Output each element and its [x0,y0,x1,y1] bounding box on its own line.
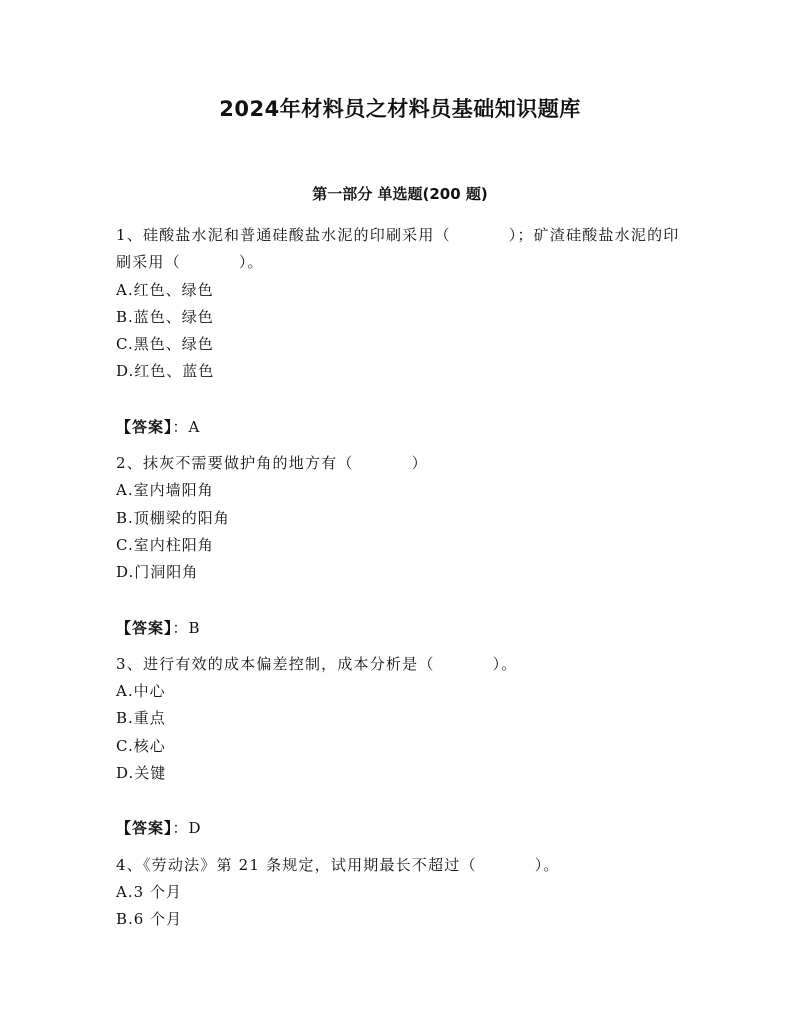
option-c: C.黑色、绿色 [116,335,214,354]
option-b: B.重点 [116,709,166,728]
question-1 [116,222,686,441]
option-c: C.核心 [116,736,166,755]
question-text: 2、抹灰不需要做护角的地方有（ ） [116,454,428,473]
option-a: A.室内墙阳角 [116,481,214,500]
question-number: 3、 [116,654,143,673]
answer-label: 【答案】 [116,618,173,637]
option-d: D.红色、蓝色 [116,362,215,381]
option-b: B.蓝色、绿色 [116,307,214,326]
question-2 [116,450,686,642]
question-number: 2、 [116,454,143,473]
option-d: D.关键 [116,764,167,783]
answer-value: B [188,618,201,637]
answer-line: 【答案】：A [116,417,201,436]
answer-line: 【答案】：D [116,819,202,838]
page-title: 2024年材料员之材料员基础知识题库 [219,97,581,121]
answer-value: A [188,417,201,436]
answer-value: D [188,819,202,838]
option-a: A.中心 [116,682,166,701]
option-c: C.室内柱阳角 [116,535,214,554]
option-a: A.3 个月 [116,882,182,901]
section-title: 第一部分 单选题(200 题) [312,185,488,203]
question-3 [116,651,686,843]
answer-label: 【答案】 [116,417,173,436]
option-d: D.门洞阳角 [116,563,199,582]
question-4 [116,852,686,934]
option-a: A.红色、绿色 [116,280,214,299]
answer-line: 【答案】：B [116,618,201,637]
question-list [116,222,686,934]
question-text: 4、《劳动法》第 21 条规定，试用期最长不超过（ ）。 [116,855,560,874]
question-text: 3、进行有效的成本偏差控制，成本分析是（ ）。 [116,654,518,673]
question-number: 1、 [116,226,143,244]
option-b: B.顶棚梁的阳角 [116,508,230,527]
question-number: 4、 [116,855,143,874]
answer-label: 【答案】 [116,819,173,838]
question-text: 1、硅酸盐水泥和普通硅酸盐水泥的印刷采用（ ）；矿渣硅酸盐水泥的印刷采用（ ）。 [116,226,680,272]
option-b: B.6 个月 [116,910,183,929]
